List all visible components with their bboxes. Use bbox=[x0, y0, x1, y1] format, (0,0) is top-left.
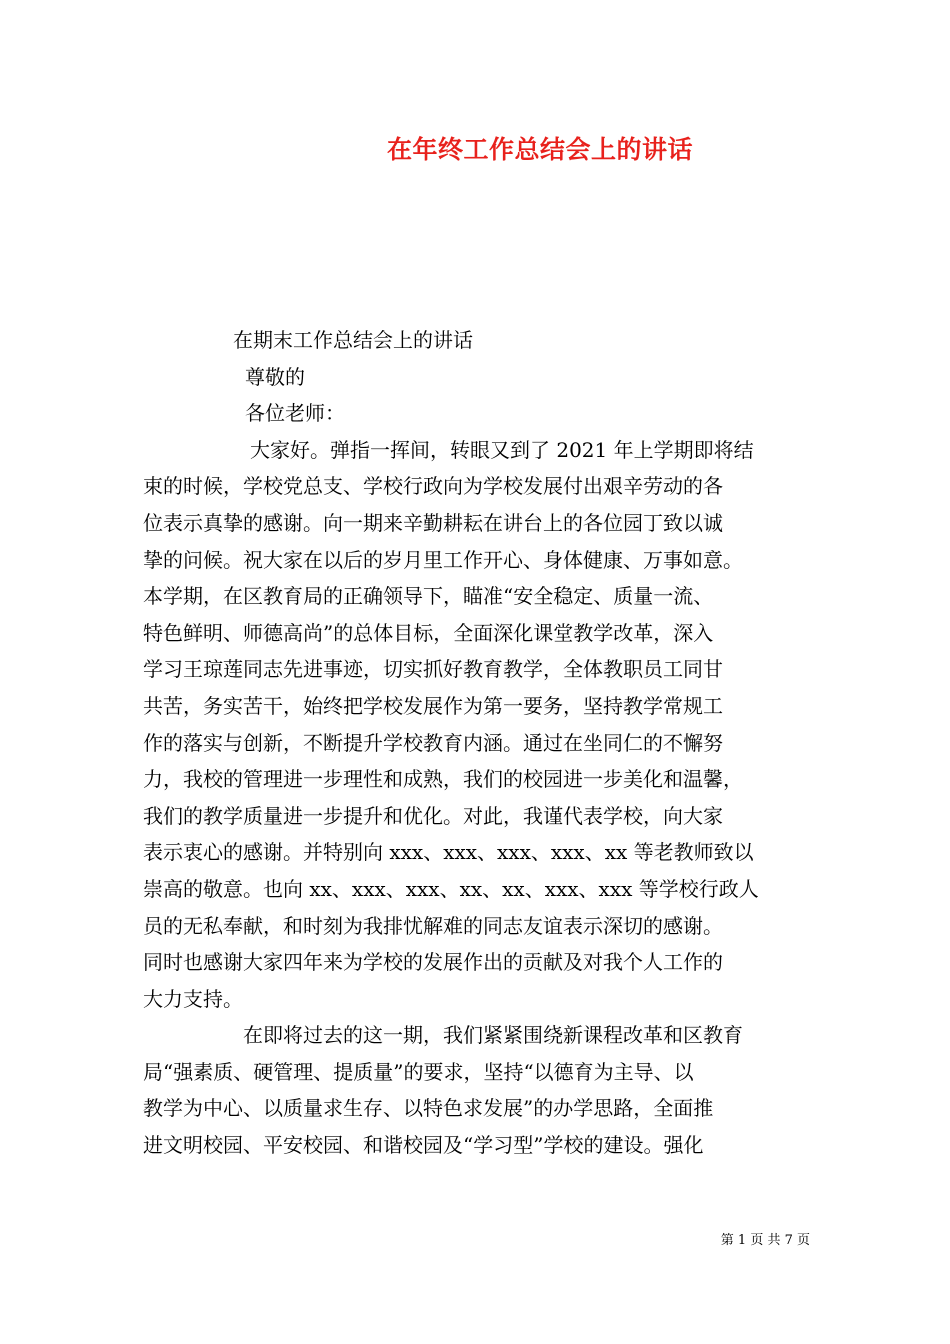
paragraph-line: 员的无私奉献，和时刻为我排忧解难的同志友谊表示深切的感谢。 bbox=[143, 913, 723, 938]
paragraph-line: 力，我校的管理进一步理性和成熟，我们的校园进一步美化和温馨， bbox=[143, 767, 743, 792]
page-title: 在年终工作总结会上的讲话 bbox=[386, 135, 693, 164]
paragraph-line: 作的落实与创新，不断提升学校教育内涵。通过在坐同仁的不懈努 bbox=[143, 730, 723, 755]
paragraph-line: 大家好。弹指一挥间，转眼又到了 2021 年上学期即将结 bbox=[250, 437, 754, 462]
paragraph-line: 学习王琼莲同志先进事迹，切实抓好教育教学，全体教职员工同甘 bbox=[143, 657, 723, 682]
paragraph-line: 教学为中心、以质量求生存、以特色求发展”的办学思路，全面推 bbox=[143, 1096, 714, 1121]
paragraph-line: 同时也感谢大家四年来为学校的发展作出的贡献及对我个人工作的 bbox=[143, 950, 723, 975]
salutation-line: 尊敬的 bbox=[245, 364, 305, 389]
page-number: 第 1 页 共 7 页 bbox=[720, 1233, 810, 1248]
paragraph-line: 进文明校园、平安校园、和谐校园及“学习型”学校的建设。强化 bbox=[143, 1133, 704, 1158]
paragraph-line: 位表示真挚的感谢。向一期来辛勤耕耘在讲台上的各位园丁致以诚 bbox=[143, 510, 723, 535]
paragraph-line: 表示衷心的感谢。并特别向 xxx、xxx、xxx、xxx、xx 等老教师致以 bbox=[143, 840, 754, 865]
salutation-line: 各位老师： bbox=[245, 401, 345, 426]
paragraph-line: 束的时候，学校党总支、学校行政向为学校发展付出艰辛劳动的各 bbox=[143, 474, 723, 499]
document-body bbox=[143, 322, 823, 1164]
paragraph-line: 共苦，务实苦干，始终把学校发展作为第一要务，坚持教学常规工 bbox=[143, 693, 723, 718]
paragraph-line: 大力支持。 bbox=[143, 986, 243, 1011]
paragraph-line: 我们的教学质量进一步提升和优化。对此，我谨代表学校，向大家 bbox=[143, 803, 723, 828]
paragraph-1 bbox=[143, 432, 823, 1018]
paragraph-line: 挚的问候。祝大家在以后的岁月里工作开心、身体健康、万事如意。 bbox=[143, 547, 743, 572]
paragraph-2 bbox=[143, 1017, 823, 1163]
document-title: 在期末工作总结会上的讲话 bbox=[233, 328, 473, 352]
paragraph-line: 在即将过去的这一期，我们紧紧围绕新课程改革和区教育 bbox=[243, 1023, 743, 1048]
paragraph-line: 本学期，在区教育局的正确领导下，瞄准“安全稳定、质量一流、 bbox=[143, 584, 714, 609]
paragraph-line: 崇高的敬意。也向 xx、xxx、xxx、xx、xx、xxx、xxx 等学校行政人 bbox=[143, 876, 759, 901]
paragraph-line: 局“强素质、硬管理、提质量”的要求，坚持“以德育为主导、以 bbox=[143, 1059, 694, 1084]
paragraph-line: 特色鲜明、师德高尚”的总体目标，全面深化课堂教学改革，深入 bbox=[143, 620, 714, 645]
